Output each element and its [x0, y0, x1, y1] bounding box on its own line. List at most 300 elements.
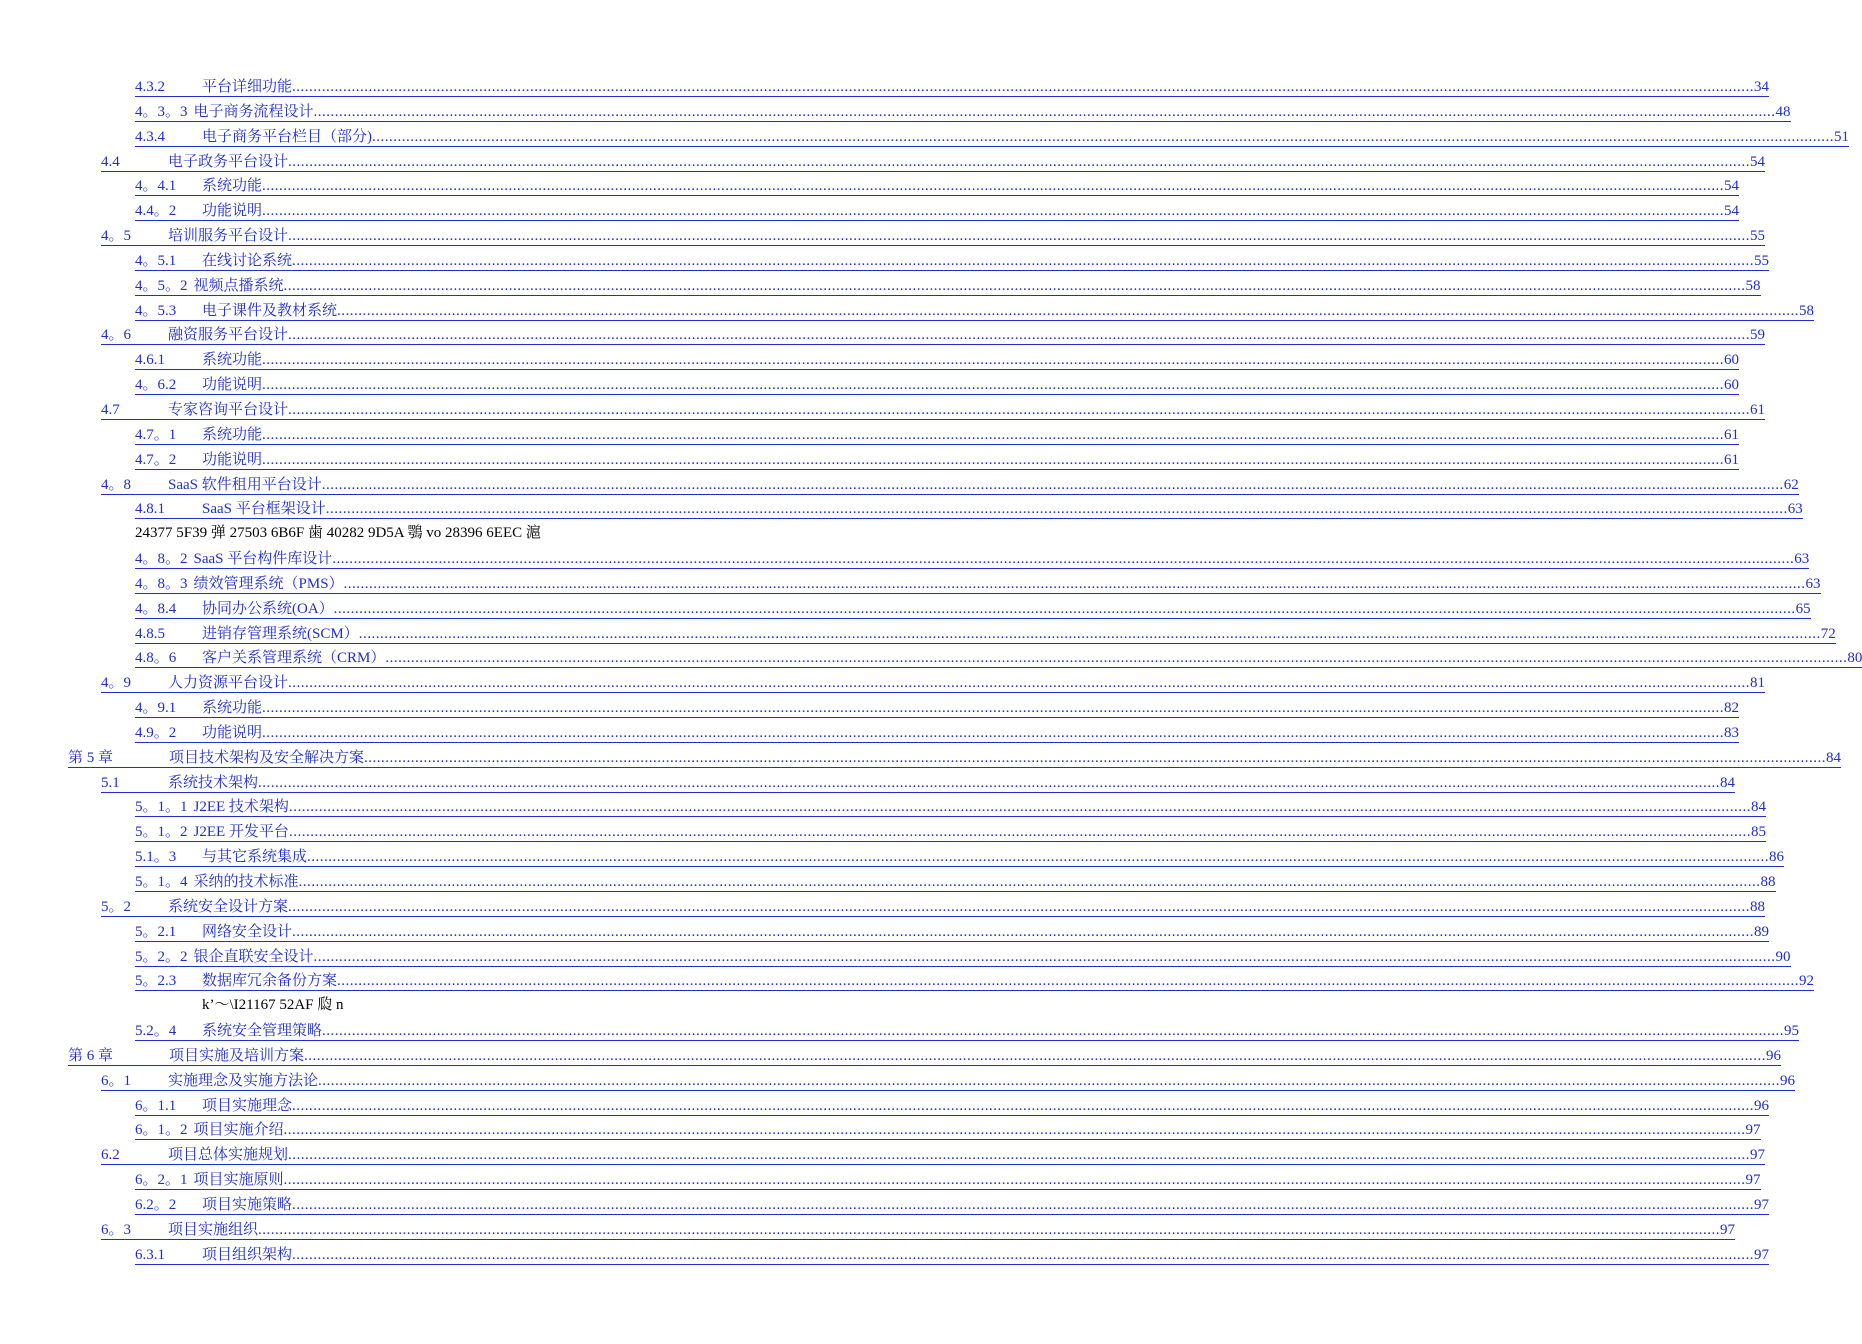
page-number: 51: [1834, 128, 1849, 145]
page-number: 97: [1754, 1196, 1770, 1213]
toc-link[interactable]: [135, 347, 1740, 372]
toc-link-text: [135, 923, 1769, 942]
dot-leader: [284, 1171, 1746, 1189]
page-number: 90: [1775, 948, 1791, 965]
dot-leader: [258, 774, 1720, 792]
toc-link[interactable]: [135, 273, 1761, 298]
toc-link-text: [101, 326, 1765, 345]
section-number: 5。1。2: [135, 824, 188, 841]
toc-link-text: [135, 500, 1803, 519]
page-number: 54: [1724, 178, 1740, 195]
toc-link[interactable]: [101, 397, 1766, 422]
toc-link[interactable]: [135, 496, 1803, 521]
toc-entry: [0, 496, 1803, 521]
section-title: 平台详细功能: [202, 79, 293, 95]
section-number: 4。4.1: [135, 178, 177, 195]
toc-link[interactable]: [135, 372, 1740, 397]
toc-entry: [0, 397, 1766, 422]
dot-leader: [288, 1146, 1750, 1164]
toc-link[interactable]: [135, 74, 1770, 99]
toc-link[interactable]: [101, 472, 1799, 497]
section-title: SaaS 软件租用平台设计: [168, 476, 322, 493]
page-number: 60: [1724, 377, 1740, 394]
toc-link-text: [101, 401, 1765, 420]
section-number: 5。2。2: [135, 948, 188, 965]
toc-link[interactable]: [135, 1192, 1770, 1217]
page-number: 59: [1750, 327, 1766, 344]
dot-leader: [292, 923, 1754, 941]
toc-entry: [0, 173, 1740, 198]
toc-link-text: [135, 351, 1739, 370]
toc-link[interactable]: [135, 99, 1791, 124]
toc-link-text: [135, 202, 1739, 221]
page-number: 63: [1805, 575, 1821, 592]
toc-entry: [0, 546, 1810, 571]
section-number: 5.2。4: [135, 1023, 177, 1040]
page-number: 95: [1784, 1023, 1800, 1040]
dot-leader: [288, 674, 1750, 692]
section-title: 培训服务平台设计: [168, 228, 289, 245]
toc-link[interactable]: [101, 1068, 1796, 1093]
toc-link[interactable]: [135, 546, 1810, 571]
dot-leader: [304, 1047, 1766, 1065]
dot-leader: [262, 451, 1724, 469]
toc-link[interactable]: [135, 645, 1862, 670]
toc-link-text: [135, 600, 1811, 619]
section-number: 6。3: [101, 1221, 132, 1238]
section-number: 4。8.4: [135, 600, 177, 617]
section-title: 电子政务平台设计: [168, 153, 289, 170]
dot-leader: [322, 476, 1784, 494]
page-number: 84: [1826, 749, 1842, 766]
toc-entry: [0, 447, 1740, 472]
dot-leader: [337, 972, 1799, 990]
toc-link[interactable]: [135, 298, 1815, 323]
toc-link-text: [101, 898, 1765, 917]
section-number: 4。9: [101, 675, 132, 692]
toc-link-text: [101, 1221, 1735, 1240]
toc-entry: [0, 1192, 1770, 1217]
section-title: 绩效管理系统（PMS）: [193, 575, 344, 592]
dot-leader: [289, 823, 1751, 841]
page-number: 58: [1745, 277, 1761, 294]
dot-leader: [262, 426, 1724, 444]
toc-link-text: [135, 948, 1791, 967]
dot-leader: [262, 699, 1724, 717]
toc-link-text: [68, 749, 1841, 768]
toc-link[interactable]: [101, 322, 1766, 347]
section-number: 4。5。2: [135, 277, 188, 294]
page-number: 60: [1724, 352, 1740, 369]
toc-entry: [0, 322, 1766, 347]
toc-link[interactable]: [135, 819, 1766, 844]
toc-entry: [0, 968, 1815, 993]
dot-leader: [292, 252, 1754, 270]
section-number: 5。1。1: [135, 799, 188, 816]
toc-link[interactable]: [101, 1142, 1766, 1167]
toc-entry: [0, 621, 1836, 646]
dot-leader: [289, 798, 1751, 816]
toc-link-text: [135, 426, 1739, 445]
section-title: 系统技术架构: [168, 774, 259, 791]
section-number: 5。2.3: [135, 973, 177, 990]
section-number: 5。1。4: [135, 874, 188, 890]
toc-entry: [0, 372, 1740, 397]
table-of-contents: [0, 74, 1862, 1267]
toc-link-text: [68, 1047, 1781, 1066]
page-number: 55: [1750, 228, 1766, 245]
toc-link-text: [135, 575, 1821, 594]
section-title: 电子商务平台栏目（部分): [202, 128, 372, 145]
toc-link-text: [135, 451, 1739, 470]
toc-entry: [0, 571, 1821, 596]
section-number: 4.8.5: [135, 625, 165, 642]
section-title: 项目实施介绍: [193, 1122, 284, 1139]
toc-link[interactable]: [101, 1217, 1736, 1242]
section-title: SaaS 平台框架设计: [202, 501, 326, 518]
dot-leader: [262, 724, 1724, 742]
section-number: 4。5: [101, 228, 132, 245]
toc-link-text: [135, 302, 1814, 321]
page-number: 86: [1769, 849, 1785, 866]
page-number: 97: [1720, 1221, 1736, 1238]
dot-leader: [262, 202, 1724, 220]
section-title: 项目实施策略: [202, 1196, 293, 1213]
toc-link[interactable]: [135, 447, 1740, 472]
toc-link-text: [135, 128, 1849, 147]
dot-leader: [334, 600, 1796, 618]
toc-link-text: [135, 1246, 1769, 1265]
toc-link-text: [101, 774, 1735, 793]
page-number: 80: [1847, 650, 1862, 667]
page-number: 82: [1724, 700, 1740, 717]
toc-link-text: [135, 177, 1739, 196]
section-number: 5。2.1: [135, 923, 177, 940]
page-number: 58: [1799, 302, 1815, 319]
dot-leader: [299, 873, 1761, 891]
toc-link[interactable]: [101, 770, 1736, 795]
toc-link[interactable]: [68, 1043, 1782, 1068]
dot-leader: [344, 575, 1806, 593]
toc-entry: [0, 273, 1761, 298]
toc-link[interactable]: [135, 720, 1740, 745]
toc-entry: [0, 1217, 1736, 1242]
section-title: 系统安全设计方案: [168, 898, 289, 915]
section-title: 项目组织架构: [202, 1246, 293, 1263]
toc-link-text: [135, 798, 1766, 817]
dot-leader: [322, 1022, 1784, 1040]
page-number: 61: [1724, 426, 1740, 443]
page-number: 84: [1750, 799, 1766, 816]
section-number: 6。1.1: [135, 1097, 177, 1114]
toc-link-text: [135, 848, 1784, 867]
stray-text: 24377 5F39 弹 27503 6B6F 歯 40282 9D5A 鶚 vo 28396 6EEC 滬: [135, 525, 541, 542]
toc-link-text: [135, 1022, 1799, 1041]
toc-link[interactable]: [135, 944, 1791, 969]
section-number: 6。2。1: [135, 1172, 188, 1189]
toc-entry: [0, 74, 1770, 99]
toc-link[interactable]: [135, 968, 1815, 993]
section-title: 与其它系统集成: [202, 849, 308, 866]
toc-entry: [0, 844, 1785, 869]
section-title: 融资服务平台设计: [168, 327, 289, 344]
toc-link-text: [135, 649, 1862, 668]
dot-leader: [284, 1121, 1746, 1139]
page-number: 84: [1720, 774, 1736, 791]
section-number: 4.8。6: [135, 650, 177, 667]
toc-link-text: [135, 550, 1809, 569]
toc-link[interactable]: [135, 1167, 1761, 1192]
toc-link[interactable]: [135, 794, 1766, 819]
toc-link-text: [101, 674, 1765, 693]
toc-link-text: [135, 103, 1791, 122]
toc-link-text: [101, 476, 1799, 495]
section-number: 4。6.2: [135, 377, 177, 394]
dot-leader: [364, 749, 1826, 767]
toc-link[interactable]: [135, 844, 1785, 869]
toc-link-text: [135, 252, 1769, 271]
toc-entry: [0, 645, 1862, 670]
section-title: 功能说明: [202, 203, 263, 220]
dot-leader: [359, 625, 1821, 643]
page-number: 96: [1754, 1097, 1770, 1114]
section-number: 4。5.1: [135, 252, 177, 269]
dot-leader: [307, 848, 1769, 866]
page-number: 89: [1754, 923, 1770, 940]
toc-entry: [0, 1142, 1766, 1167]
toc-link[interactable]: [101, 894, 1766, 919]
page-number: 72: [1820, 625, 1836, 642]
toc-link[interactable]: [135, 621, 1836, 646]
section-title: 功能说明: [202, 451, 263, 468]
toc-entry: [0, 596, 1811, 621]
page-number: 54: [1724, 203, 1740, 220]
dot-leader: [288, 898, 1750, 916]
toc-entry: [0, 944, 1791, 969]
section-title: 电子商务流程设计: [193, 103, 314, 120]
section-title: 项目实施组织: [168, 1221, 259, 1238]
dot-leader: [292, 1097, 1754, 1115]
section-number: 4.7。1: [135, 426, 177, 443]
toc-link[interactable]: [135, 571, 1821, 596]
dot-leader: [332, 550, 1794, 568]
dot-leader: [314, 103, 1776, 121]
page-number: 61: [1724, 451, 1740, 468]
toc-entry: [0, 298, 1815, 323]
section-number: 4.4: [101, 153, 120, 170]
section-number: 6。1: [101, 1072, 132, 1089]
toc-link-text: [135, 376, 1739, 395]
section-number: 4。8: [101, 476, 132, 493]
toc-link-text: [135, 1097, 1769, 1116]
dot-leader: [262, 376, 1724, 394]
toc-entry: [0, 124, 1849, 149]
section-number: 5.1。3: [135, 849, 177, 866]
section-number: 4.7。2: [135, 451, 177, 468]
section-title: 系统安全管理策略: [202, 1023, 323, 1040]
dot-leader: [288, 401, 1750, 419]
section-number: 6.3.1: [135, 1246, 165, 1263]
section-number: 第 6 章: [68, 1047, 114, 1064]
section-number: 4。5.3: [135, 302, 177, 319]
section-title: 进销存管理系统(SCM）: [202, 625, 359, 642]
toc-link-text: [135, 78, 1769, 97]
toc-entry: [0, 1018, 1800, 1043]
toc-entry: [0, 422, 1740, 447]
toc-link-text: [101, 1146, 1765, 1165]
toc-entry: [0, 919, 1770, 944]
section-title: 系统功能: [202, 700, 263, 717]
section-number: 5.1: [101, 774, 120, 791]
page-number: 96: [1766, 1047, 1782, 1064]
toc-entry: [0, 819, 1766, 844]
dot-leader: [292, 1196, 1754, 1214]
toc-link[interactable]: [101, 223, 1766, 248]
page-number: 97: [1745, 1122, 1761, 1139]
toc-link[interactable]: [101, 149, 1766, 174]
section-title: 项目实施原则: [193, 1172, 284, 1189]
section-title: 功能说明: [202, 724, 263, 741]
page-number: 63: [1787, 501, 1803, 518]
section-number: 4。6: [101, 327, 132, 344]
page-number: 48: [1775, 103, 1791, 120]
stray-text-line: [0, 993, 950, 1018]
section-title: 专家咨询平台设计: [168, 401, 289, 418]
section-title: 采纳的技术标准: [193, 874, 299, 890]
section-number: 6.2: [101, 1147, 120, 1164]
toc-link[interactable]: [135, 695, 1740, 720]
toc-entry: [0, 720, 1740, 745]
toc-entry: [0, 869, 1776, 894]
toc-link[interactable]: [135, 173, 1740, 198]
section-title: 项目技术架构及安全解决方案: [169, 749, 365, 766]
toc-link[interactable]: [135, 919, 1770, 944]
dot-leader: [258, 1221, 1720, 1239]
toc-entry: [0, 770, 1736, 795]
page-number: 54: [1750, 153, 1766, 170]
toc-entry: [0, 149, 1766, 174]
toc-entry: [0, 223, 1766, 248]
section-number: 6.2。2: [135, 1196, 177, 1213]
dot-leader: [314, 948, 1776, 966]
section-title: 协同办公系统(OA）: [202, 600, 334, 617]
page-number: 97: [1754, 1246, 1770, 1263]
section-number: 4.7: [101, 401, 120, 418]
toc-entry: [0, 745, 1842, 770]
dot-leader: [288, 153, 1750, 171]
page-number: 97: [1745, 1172, 1761, 1189]
section-number: 4.4。2: [135, 203, 177, 220]
page-number: 63: [1794, 551, 1810, 568]
toc-link[interactable]: [135, 422, 1740, 447]
toc-link-text: [135, 1121, 1761, 1140]
toc-link[interactable]: [135, 596, 1811, 621]
page-number: 97: [1750, 1147, 1766, 1164]
toc-link[interactable]: [135, 1117, 1761, 1142]
toc-link[interactable]: [135, 1242, 1770, 1267]
page-number: 85: [1750, 824, 1766, 841]
toc-entry: [0, 695, 1740, 720]
section-number: 4.3.4: [135, 128, 165, 145]
section-title: 功能说明: [202, 377, 263, 394]
toc-link[interactable]: [135, 1018, 1800, 1043]
toc-link-text: [135, 972, 1814, 991]
section-title: 视频点播系统: [193, 277, 284, 294]
section-title: 数据库冗余备份方案: [202, 973, 338, 990]
section-number: 4。8。2: [135, 551, 188, 568]
toc-link-text: [135, 724, 1739, 743]
toc-link-text: [101, 227, 1765, 246]
dot-leader: [292, 78, 1754, 96]
dot-leader: [372, 128, 1834, 146]
page-number: 34: [1754, 79, 1770, 95]
section-title: 系统功能: [202, 426, 263, 443]
toc-entry: [0, 1242, 1770, 1267]
section-number: 4.8.1: [135, 501, 165, 518]
section-title: 系统功能: [202, 352, 263, 369]
section-number: 5。2: [101, 898, 132, 915]
toc-link-text: [135, 699, 1739, 718]
dot-leader: [284, 277, 1746, 295]
section-title: 项目实施理念: [202, 1097, 293, 1114]
section-title: 客户关系管理系统（CRM）: [202, 650, 386, 667]
toc-entry: [0, 794, 1766, 819]
toc-link[interactable]: [101, 670, 1766, 695]
section-title: 人力资源平台设计: [168, 675, 289, 692]
toc-link-text: [135, 823, 1766, 842]
toc-entry: [0, 670, 1766, 695]
toc-entry: [0, 1117, 1761, 1142]
toc-link[interactable]: [68, 745, 1842, 770]
section-title: 系统功能: [202, 178, 263, 195]
toc-link[interactable]: [135, 198, 1740, 223]
toc-link-text: [135, 873, 1776, 892]
page-number: 62: [1783, 476, 1799, 493]
dot-leader: [262, 351, 1724, 369]
dot-leader: [385, 649, 1847, 667]
toc-link[interactable]: [135, 869, 1776, 894]
section-title: 项目实施及培训方案: [169, 1047, 305, 1064]
section-number: 4.3.2: [135, 79, 165, 95]
page-number: 65: [1795, 600, 1811, 617]
stray-text: k’～\I21167 52AF 瓝 n: [202, 997, 344, 1014]
page-number: 96: [1780, 1072, 1796, 1089]
section-number: 4。8。3: [135, 575, 188, 592]
section-number: 第 5 章: [68, 749, 114, 766]
toc-entry: [0, 1093, 1770, 1118]
toc-link-text: [135, 1196, 1769, 1215]
toc-link[interactable]: [135, 124, 1849, 149]
dot-leader: [326, 500, 1788, 518]
section-title: 项目总体实施规划: [168, 1147, 289, 1164]
toc-entry: [0, 1043, 1782, 1068]
section-title: J2EE 技术架构: [193, 799, 289, 816]
toc-link[interactable]: [135, 248, 1770, 273]
toc-entry: [0, 1167, 1761, 1192]
dot-leader: [318, 1072, 1780, 1090]
toc-link[interactable]: [135, 1093, 1770, 1118]
section-number: 4。9.1: [135, 700, 177, 717]
section-number: 4.9。2: [135, 724, 177, 741]
section-number: 4。3。3: [135, 103, 188, 120]
section-title: 网络安全设计: [202, 923, 293, 940]
toc-entry: [0, 1068, 1796, 1093]
page-number: 81: [1750, 675, 1766, 692]
page-number: 55: [1754, 252, 1770, 269]
toc-entry: [0, 472, 1799, 497]
section-title: 电子课件及教材系统: [202, 302, 338, 319]
toc-entry: [0, 99, 1791, 124]
